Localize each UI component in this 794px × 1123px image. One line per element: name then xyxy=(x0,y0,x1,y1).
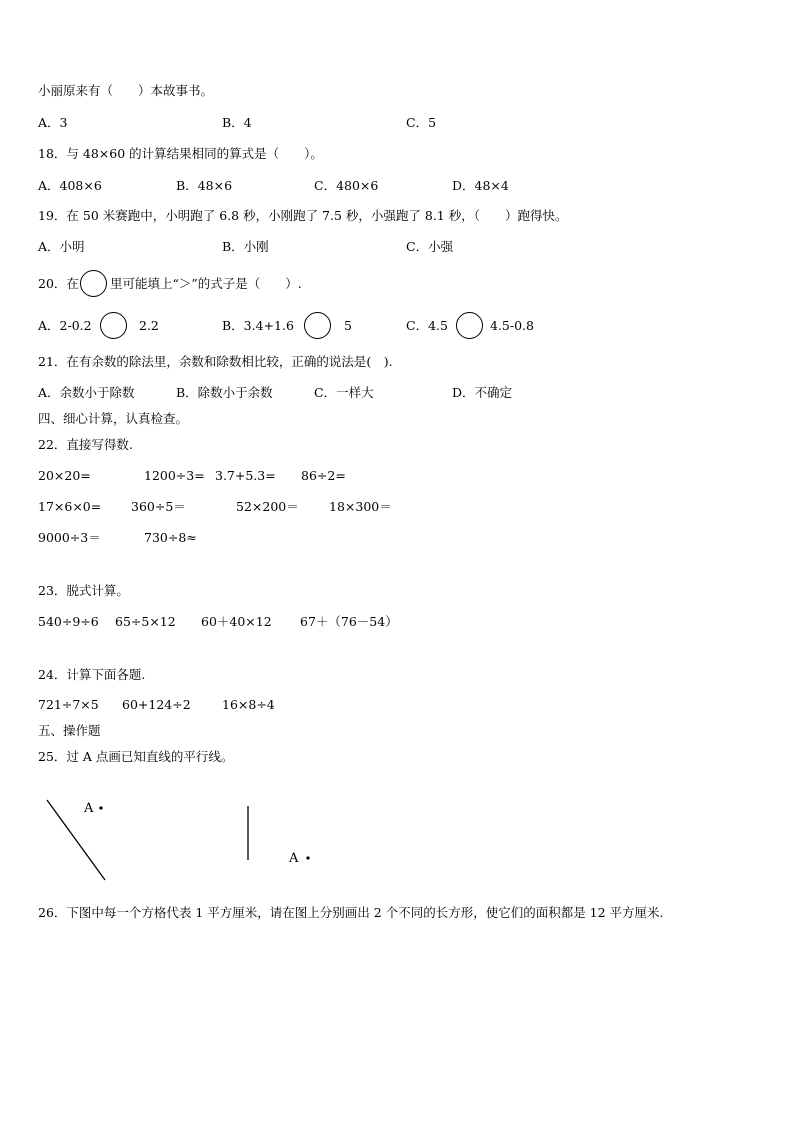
q17-option-b[interactable]: B．4 xyxy=(222,115,252,130)
q19-stem: 19．在 50 米赛跑中，小明跑了 6.8 秒，小刚跑了 7.5 秒，小强跑了 8.1 秒，（ ）跑得快。 xyxy=(38,208,568,223)
q23-item: 540÷9÷6 xyxy=(38,614,99,629)
q22-item: 730÷8≈ xyxy=(144,530,197,545)
q23-stem: 23．脱式计算。 xyxy=(38,583,129,598)
q22-item: 3.7+5.3= xyxy=(215,468,276,483)
q20-option-c-right: 4.5-0.8 xyxy=(490,318,534,333)
q22-item: 17×6×0= xyxy=(38,499,102,514)
q23-item: 65÷5×12 xyxy=(115,614,176,629)
q21-option-d[interactable]: D．不确定 xyxy=(452,385,513,400)
q24-item: 60+124÷2 xyxy=(122,697,191,712)
section-4-heading: 四、细心计算，认真检查。 xyxy=(38,411,189,426)
q22-item: 9000÷3＝ xyxy=(38,530,101,545)
q25-diagonal-line xyxy=(47,800,105,880)
q25-stem: 25．过 A 点画已知直线的平行线。 xyxy=(38,749,234,764)
q25-point-a1-label: A xyxy=(84,801,94,816)
q20-stem-after: 里可能填上“＞”的式子是（ ）. xyxy=(110,276,302,291)
q26-stem: 26．下图中每一个方格代表 1 平方厘米，请在图上分别画出 2 个不同的长方形，使它们的面积都是 12 平方厘米. xyxy=(38,905,664,920)
q24-item: 16×8÷4 xyxy=(222,697,275,712)
q18-option-d[interactable]: D．48×4 xyxy=(452,178,509,193)
q20-stem-before: 20．在 xyxy=(38,276,79,291)
q20-option-a-right: 2.2 xyxy=(139,318,159,333)
q24-item: 721÷7×5 xyxy=(38,697,99,712)
q20-option-b-right: 5 xyxy=(344,318,352,333)
q19-option-c[interactable]: C．小强 xyxy=(406,239,454,254)
q17-stem: 小丽原来有（ ）本故事书。 xyxy=(38,83,214,98)
q21-option-c[interactable]: C．一样大 xyxy=(314,385,374,400)
q23-item: 60＋40×12 xyxy=(201,614,272,629)
q18-option-a[interactable]: A．408×6 xyxy=(38,178,102,193)
q17-option-a[interactable]: A．3 xyxy=(38,115,68,130)
q22-item: 1200÷3= xyxy=(144,468,205,483)
q18-option-b[interactable]: B．48×6 xyxy=(176,178,233,193)
q21-option-a[interactable]: A．余数小于除数 xyxy=(38,385,135,400)
q18-stem: 18．与 48×60 的计算结果相同的算式是（ ）。 xyxy=(38,146,323,161)
q19-option-a[interactable]: A．小明 xyxy=(38,239,85,254)
q21-stem: 21．在有余数的除法里，余数和除数相比较，正确的说法是( ). xyxy=(38,354,393,369)
q21-option-b[interactable]: B．除数小于余数 xyxy=(176,385,273,400)
q25-point-a2 xyxy=(306,856,309,859)
q22-item: 20×20= xyxy=(38,468,91,483)
q22-item: 86÷2= xyxy=(301,468,346,483)
q25-point-a2-label: A xyxy=(289,851,299,866)
q25-point-a1 xyxy=(99,806,102,809)
q24-stem: 24．计算下面各题. xyxy=(38,667,146,682)
q22-stem: 22．直接写得数. xyxy=(38,437,133,452)
section-5-heading: 五、操作题 xyxy=(38,723,101,738)
q18-option-c[interactable]: C．480×6 xyxy=(314,178,379,193)
q22-item: 18×300＝ xyxy=(329,499,392,514)
q20-option-c-left[interactable]: C．4.5 xyxy=(406,318,448,333)
q20-option-b-left[interactable]: B．3.4+1.6 xyxy=(222,318,294,333)
q22-item: 360÷5＝ xyxy=(131,499,186,514)
q22-item: 52×200＝ xyxy=(236,499,299,514)
q20-option-a-left[interactable]: A．2-0.2 xyxy=(38,318,92,333)
q19-option-b[interactable]: B．小刚 xyxy=(222,239,269,254)
q17-option-c[interactable]: C．5 xyxy=(406,115,437,130)
q23-item: 67＋（76－54） xyxy=(300,614,398,629)
